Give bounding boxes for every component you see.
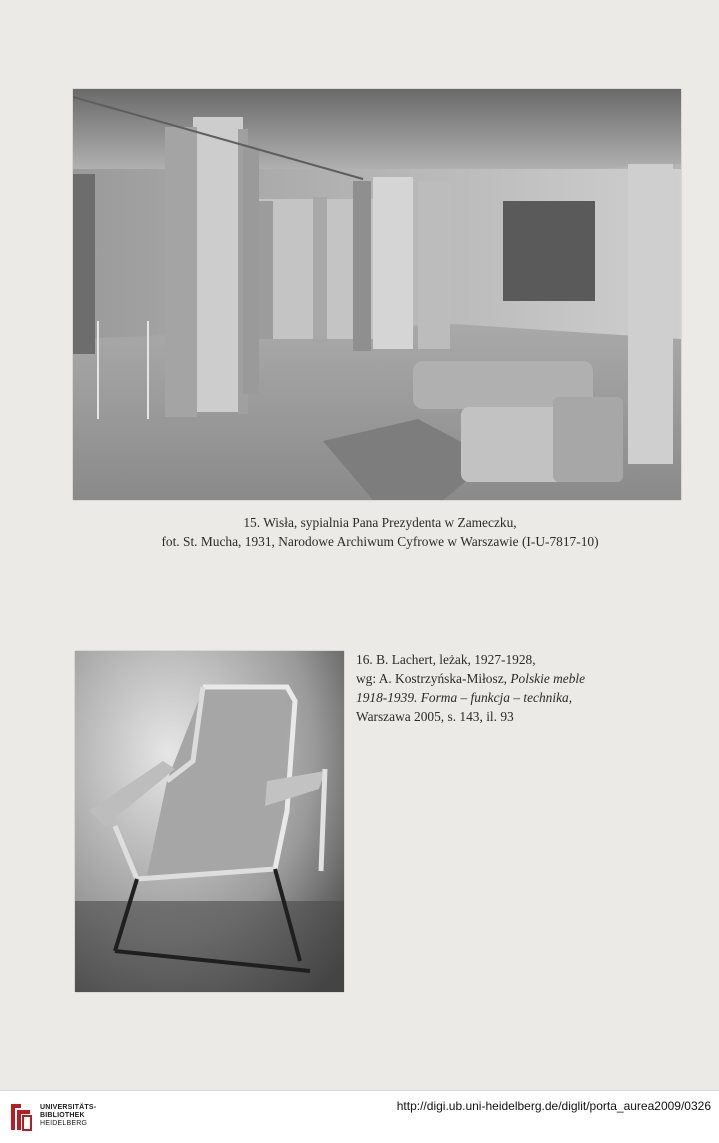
figure-16-caption-line4: Warszawa 2005, s. 143, il. 93	[356, 709, 514, 724]
figure-16-caption-line1: 16. B. Lachert, leżak, 1927-1928,	[356, 652, 536, 667]
figure-16-caption-author: wg: A. Kostrzyńska-Miłosz,	[356, 671, 511, 686]
figure-16-caption-line2	[356, 669, 676, 688]
figure-15-caption	[100, 513, 660, 551]
heidelberg-library-logo-icon	[8, 1100, 34, 1134]
logo-line1: UNIVERSITÄTS-	[40, 1104, 97, 1111]
figure-16-caption	[356, 650, 676, 726]
library-footer	[0, 1090, 719, 1143]
logo-line2: BIBLIOTHEK	[40, 1112, 85, 1119]
lounge-chair-photograph	[75, 651, 344, 992]
logo-line3: HEIDELBERG	[40, 1120, 88, 1127]
figure-15-caption-line1: 15. Wisła, sypialnia Pana Prezydenta w Zameczku,	[243, 515, 517, 530]
bedroom-photograph	[73, 89, 681, 500]
library-logo-text	[40, 1104, 96, 1128]
figure-16-caption-book-title: Polskie meble	[510, 671, 586, 686]
figure-15-caption-line2: fot. St. Mucha, 1931, Narodowe Archiwum Cyfrowe w Warszawie (I-U-7817-10)	[161, 534, 599, 549]
digital-copy-url-link[interactable]: http://digi.ub.uni-heidelberg.de/diglit/porta_aurea2009/0326	[396, 1099, 711, 1113]
figure-16-caption-line3: 1918-1939. Forma – funkcja – technika,	[356, 690, 573, 705]
